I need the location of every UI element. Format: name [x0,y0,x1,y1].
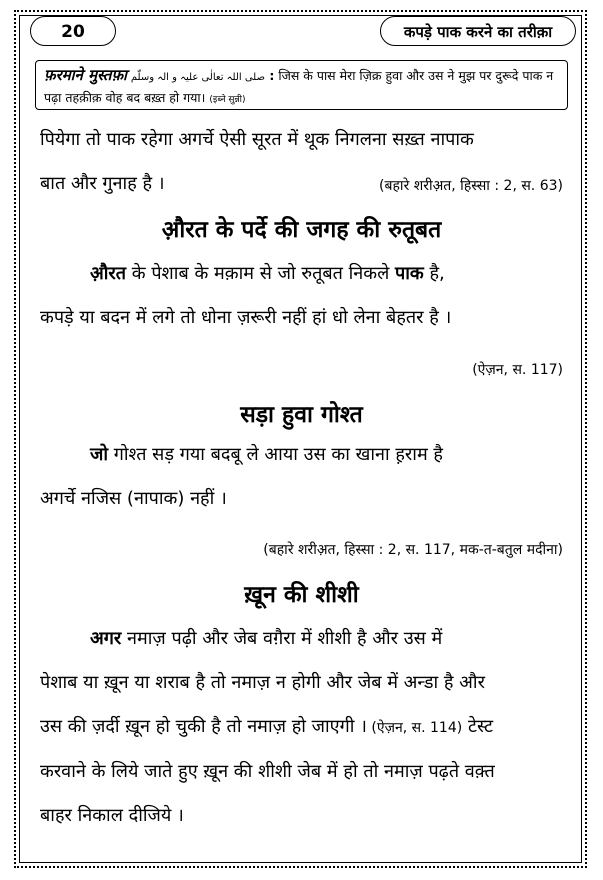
page-number: 20 [30,16,116,46]
section-1-line-1-end: है, [423,263,445,284]
section-3-lead-word: अगर [90,628,122,649]
section-3-line-3-end: टेस्ट [462,716,494,737]
section-3-heading: ख़ून की शीशी [244,582,359,608]
section-1-lead-word: औ़रत [90,263,127,284]
running-title: कपड़े पाक करने का तरीक़ा [380,16,576,46]
section-2-lead-word: जो [90,444,109,465]
section-1-line-2: कपड़े या बदन में लगे तो धोना ज़रूरी नहीं हां धो लेना बेहतर है । [40,307,452,328]
section-3-line-2: पेशाब या ख़ून या शराब है तो नमाज़ न होगी और जेब में अन्डा है और [40,672,485,693]
section-1-line-1 [40,252,563,296]
section-3-line-4: करवाने के लिये जाते हुए ख़ून की शीशी जेब में हो तो नमाज़ पढ़ते वक़्त [40,761,495,782]
hadith-source: (इब्ने सुन्नी) [209,95,246,105]
hadith-arabic-salutation: صلی اللہ تعالٰی علیہ و الہ وسلّم [130,72,265,83]
intro-line-2: बात और गुनाह है । [40,173,165,194]
section-2-line-1-text: गोश्त सड़ गया बदबू ले आया उस का खाना ह़राम है [108,444,443,465]
section-3-line-1 [40,617,563,661]
section-2-heading: सड़ा हुवा गोश्त [240,402,363,428]
section-2-reference: (बहारे शरीअ़त, हिस्सा : 2, स. 117, मक-त-बतुल मदीना) [263,542,563,558]
section-3-line-1-text: नमाज़ पढ़ी और जेब वग़ैरा में शीशी है और उस में [121,628,443,649]
section-3-paragraph [40,617,563,838]
hadith-box [35,60,568,110]
section-1-bold-word: पाक [395,263,424,284]
section-3-line-5: बाहर निकाल दीजिये । [40,805,184,826]
hadith-label: फ़रमाने मुस्तफ़ा [44,66,127,84]
intro-reference: (बहारे शरीअ़त, हिस्सा : 2, स. 63) [379,178,563,194]
hadith-colon: : [265,68,275,83]
intro-line-1: पियेगा तो पाक रहेगा अगर्चे ऐसी सूरत में थूक निगलना सख़्त नापाक [40,129,474,150]
section-1-paragraph [40,252,563,340]
section-3-line-3-text: उस की ज़र्दी ख़ून हो चुकी है तो नमाज़ हो जाएगी । [40,716,367,737]
section-1-line-1-text: के पेशाब के मक़ाम से जो रुतूबत निकले [126,263,396,284]
section-2-line-2: अगर्चे नजिस (नापाक) नहीं । [40,488,227,509]
section-1-reference: (ऐज़न, स. 117) [472,362,563,378]
section-1-heading: औ़रत के पर्दे की जगह की रुतूबत [161,217,442,243]
section-3-line-3 [40,705,563,750]
section-2-paragraph [40,433,563,521]
section-2-line-1 [40,433,563,477]
section-3-inline-reference: (ऐज़न, स. 114) [366,720,463,736]
hadith-text: जिस के पास मेरा ज़िक्र हुवा और उस ने मुझ पर दुरूदे पाक न पढ़ा तहक़ीक़ वोह बद बख़्त हो गया। [44,68,554,105]
